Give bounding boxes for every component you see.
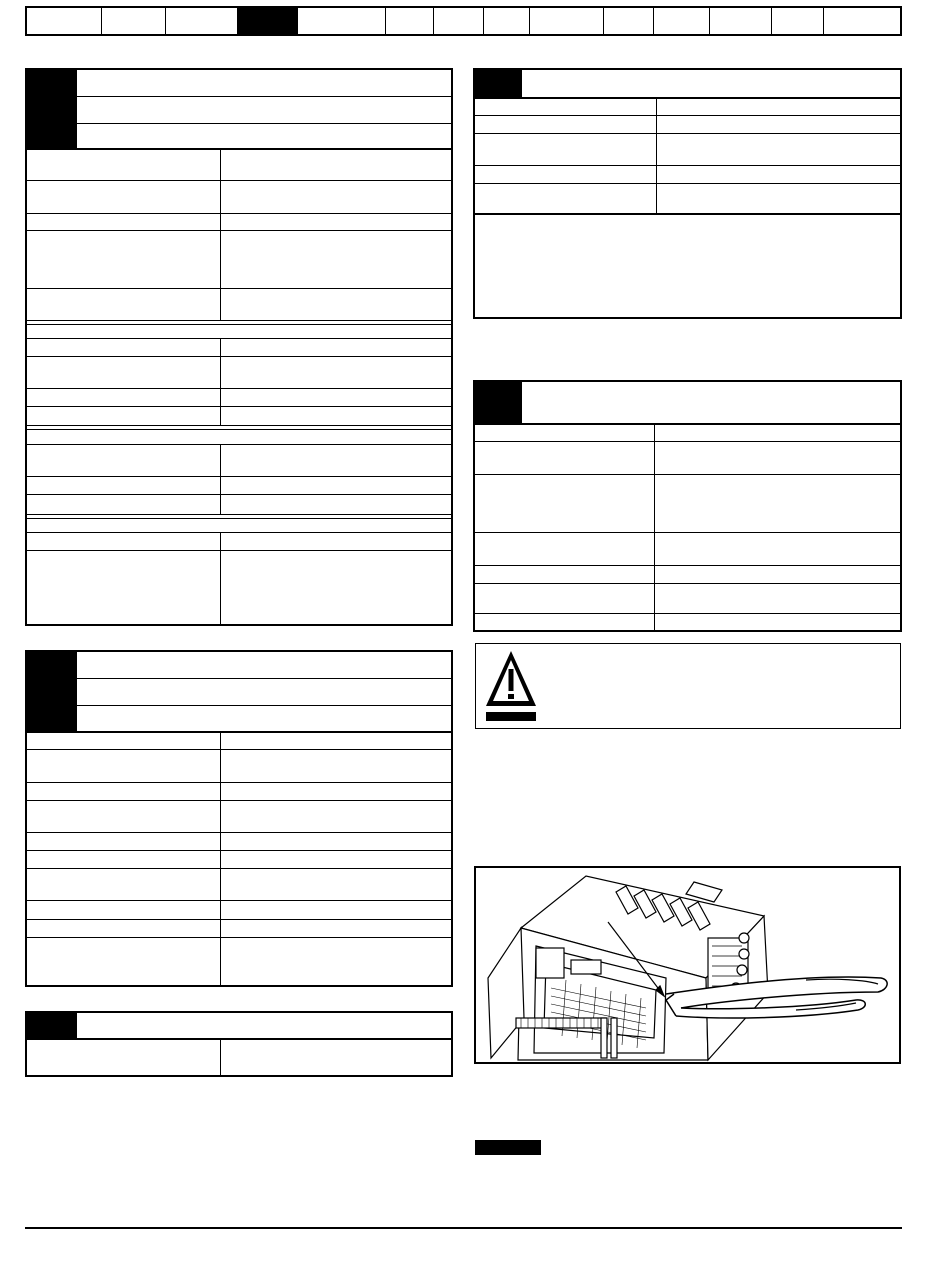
nav-tab-5[interactable] [298, 8, 386, 34]
parameter-table-3 [25, 1011, 453, 1077]
table-header-block [475, 382, 522, 424]
top-nav-bar [25, 6, 902, 36]
table-row [475, 165, 900, 166]
header-bottom-rule [27, 1038, 451, 1040]
warning-box [475, 643, 901, 729]
table-header-block [27, 652, 77, 732]
column-divider [654, 425, 655, 632]
table-row [475, 133, 900, 134]
table-row [475, 583, 900, 584]
table-row [475, 474, 900, 475]
table-row [27, 832, 451, 833]
column-divider [220, 150, 221, 321]
nav-tab-7[interactable] [434, 8, 484, 34]
table-header-block [27, 1013, 77, 1039]
table-row [27, 213, 451, 214]
nav-tab-10[interactable] [604, 8, 654, 34]
section-row [27, 338, 451, 339]
header-divider [77, 705, 451, 706]
table-row [27, 850, 451, 851]
table-row [27, 320, 451, 321]
table-row [475, 183, 900, 184]
table-row [27, 749, 451, 750]
table-row [27, 356, 451, 357]
header-bottom-rule [27, 148, 451, 150]
nav-tab-13[interactable] [772, 8, 824, 34]
table-row [27, 494, 451, 495]
header-bottom-rule [27, 731, 451, 733]
table-row [27, 288, 451, 289]
table-row [475, 613, 900, 614]
table-notes-rule [475, 213, 900, 215]
parameter-table-5 [473, 380, 902, 632]
table-row [27, 388, 451, 389]
column-divider [656, 99, 657, 214]
table-row [27, 180, 451, 181]
table-row [475, 441, 900, 442]
nav-tab-14[interactable] [824, 8, 899, 34]
table-row [27, 919, 451, 920]
header-divider [77, 96, 451, 97]
table-row [27, 406, 451, 407]
table-row [27, 550, 451, 551]
section-row [27, 429, 451, 430]
table-row [27, 425, 451, 426]
table-row [27, 476, 451, 477]
table-row [475, 115, 900, 116]
note-badge [475, 1140, 541, 1155]
parameter-table-4 [473, 68, 902, 319]
drive-module-illustration [476, 868, 899, 1062]
column-divider [220, 733, 221, 987]
table-row [27, 782, 451, 783]
footer-rule [25, 1227, 902, 1229]
table-row [27, 937, 451, 938]
nav-tab-1[interactable] [27, 8, 102, 34]
nav-tab-4-active[interactable] [238, 8, 298, 34]
section-row [27, 518, 451, 519]
table-row [27, 900, 451, 901]
nav-tab-2[interactable] [102, 8, 166, 34]
table-row [27, 868, 451, 869]
table-row [27, 230, 451, 231]
warning-triangle-icon [483, 648, 539, 724]
header-divider [77, 123, 451, 124]
nav-tab-3[interactable] [166, 8, 238, 34]
table-row [27, 514, 451, 515]
section-row [27, 324, 451, 325]
section-row [27, 444, 451, 445]
table-header-block [27, 70, 77, 149]
figure-frame [474, 866, 901, 1064]
nav-tab-8[interactable] [484, 8, 530, 34]
header-bottom-rule [475, 423, 900, 425]
column-divider [220, 444, 221, 515]
nav-tab-12[interactable] [710, 8, 772, 34]
column-divider [220, 338, 221, 426]
table-row [475, 532, 900, 533]
nav-tab-6[interactable] [386, 8, 434, 34]
header-bottom-rule [475, 97, 900, 99]
section-row [27, 532, 451, 533]
parameter-table-1 [25, 68, 453, 626]
table-header-block [475, 70, 522, 98]
table-row [27, 800, 451, 801]
table-row [475, 565, 900, 566]
column-divider [220, 1040, 221, 1077]
nav-tab-9[interactable] [530, 8, 604, 34]
column-divider [220, 532, 221, 626]
parameter-table-2 [25, 650, 453, 987]
nav-tab-11[interactable] [654, 8, 710, 34]
header-divider [77, 678, 451, 679]
